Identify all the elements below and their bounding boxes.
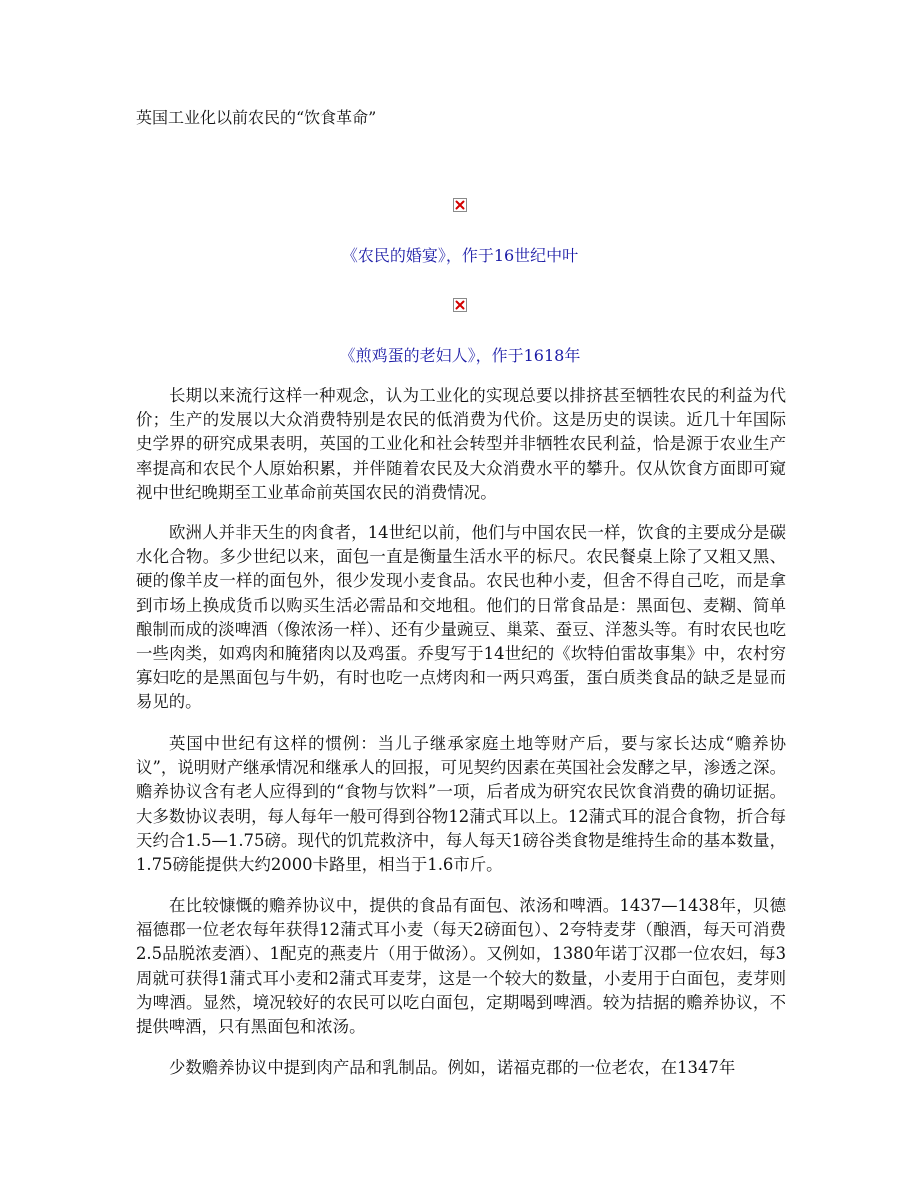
broken-image-icon (453, 198, 467, 212)
figure-caption: 《煎鸡蛋的老妇人》，作于1618年 (339, 346, 581, 365)
body-paragraph: 少数赡养协议中提到肉产品和乳制品。例如，诺福克郡的一位老农，在1347年 (169, 1058, 736, 1077)
body-paragraph: 在比较慷慨的赡养协议中，提供的食品有面包、浓汤和啤酒。1437—1438年，贝德福德郡一位老农每年获得12蒲式耳小麦（每天2磅面包）、2夸特麦芽（酿酒，每天可消费2.5品脱浓麦酒）、1配克的燕麦片（用于做汤）。又例如，1380年诺丁汉郡一位农妇，每3周就可获得1蒲式耳小麦和2蒲式耳麦芽，这是一个较大的数量，小麦用于白面包，麦芽则为啤酒。显然，境况较好的农民可以吃白面包，定期喝到啤酒。较为拮据的赡养协议，不提供啤酒，只有黑面包和浓汤。 (136, 896, 786, 1037)
body-paragraph: 长期以来流行这样一种观念，认为工业化的实现总要以排挤甚至牺牲农民的利益为代价；生产的发展以大众消费特别是农民的低消费为代价。这是历史的误读。近几十年国际史学界的研究成果表明，英国的工业化和社会转型并非牺牲农民利益，恰是源于农业生产率提高和农民个人原始积累，并伴随着农民及大众消费水平的攀升。仅从饮食方面即可窥视中世纪晚期至工业革命前英国农民的消费情况。 (136, 386, 786, 502)
body-paragraph: 欧洲人并非天生的肉食者，14世纪以前，他们与中国农民一样，饮食的主要成分是碳水化合物。多少世纪以来，面包一直是衡量生活水平的标尺。农民餐桌上除了又粗又黑、硬的像羊皮一样的面包外，很少发现小麦食品。农民也种小麦，但舍不得自己吃，而是拿到市场上换成货币以购买生活必需品和交地租。他们的日常食品是：黑面包、麦糊、简单酿制而成的淡啤酒（像浓汤一样）、还有少量豌豆、巢菜、蚕豆、洋葱头等。有时农民也吃一些肉类，如鸡肉和腌猪肉以及鸡蛋。乔叟写于14世纪的《坎特伯雷故事集》中，农村穷寡妇吃的是黑面包与牛奶，有时也吃一点烤肉和一两只鸡蛋，蛋白质类食品的缺乏是显而易见的。 (136, 523, 786, 712)
body-paragraph: 英国中世纪有这样的惯例：当儿子继承家庭土地等财产后，要与家长达成“赡养协议”，说明财产继承情况和继承人的回报，可见契约因素在英国社会发酵之早，渗透之深。赡养协议含有老人应得到的“食物与饮料”一项，后者成为研究农民饮食消费的确切证据。大多数协议表明，每人每年一般可得到谷物12蒲式耳以上。12蒲式耳的混合食物，折合每天约合1.5—1.75磅。现代的饥荒救济中，每人每天1磅谷类食物是维持生命的基本数量，1.75磅能提供大约2000卡路里，相当于1.6市斤。 (136, 734, 786, 875)
figure-caption: 《农民的婚宴》，作于16世纪中叶 (341, 246, 579, 265)
broken-image-icon (453, 298, 467, 312)
page-title: 英国工业化以前农民的“饮食革命” (136, 108, 377, 127)
